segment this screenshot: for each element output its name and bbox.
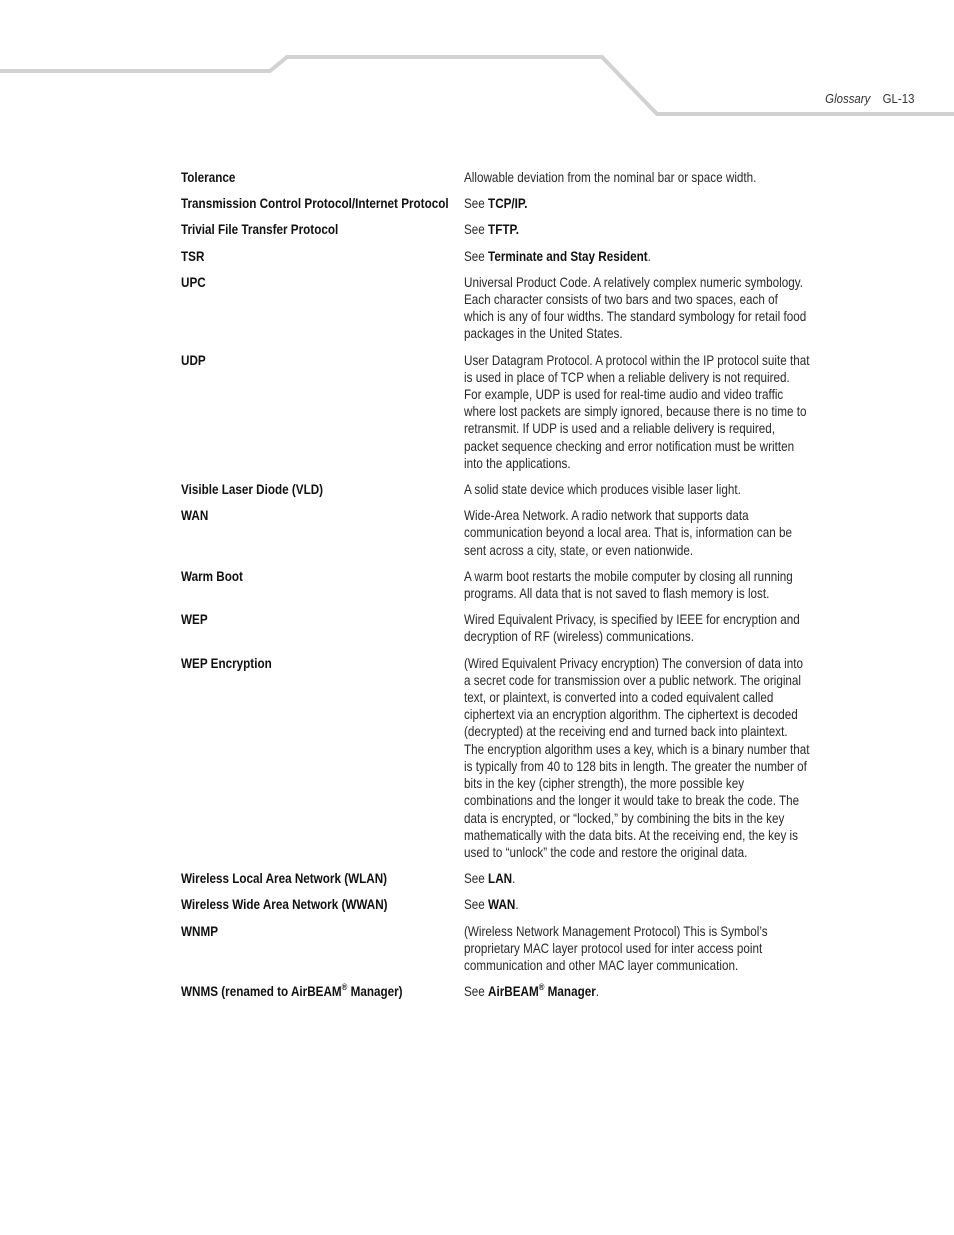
glossary-definition: A solid state device which produces visible laser light. xyxy=(464,482,741,498)
glossary-term: UPC xyxy=(181,274,206,290)
glossary-entry xyxy=(181,923,821,975)
glossary-term: WNMP xyxy=(181,923,219,939)
running-header xyxy=(825,91,914,106)
glossary-entry xyxy=(181,568,821,602)
glossary-term: TSR xyxy=(181,248,205,264)
glossary-term: WEP xyxy=(181,612,208,628)
glossary-term: WNMS (renamed to AirBEAM® Manager) xyxy=(181,981,403,1000)
glossary-entry xyxy=(181,481,821,498)
glossary-table xyxy=(181,169,821,1009)
glossary-entry xyxy=(181,507,821,559)
cross-reference: TCP/IP. xyxy=(488,196,528,212)
glossary-definition: Universal Product Code. A relatively complex numeric symbology. Each character consists of two bars and two spaces, each of which is any of four widths. The standard symbology for retail food packages in the United States. xyxy=(464,274,807,342)
glossary-term: WAN xyxy=(181,508,209,524)
glossary-definition: Wired Equivalent Privacy, is specified by IEEE for encryption and decryption of RF (wireless) communications. xyxy=(464,612,800,645)
cross-reference: TFTP. xyxy=(488,222,520,238)
registered-mark: ® xyxy=(341,981,348,992)
section-name: Glossary xyxy=(824,91,870,106)
glossary-entry xyxy=(181,655,821,861)
glossary-term: Trivial File Transfer Protocol xyxy=(181,222,339,238)
glossary-definition: (Wired Equivalent Privacy encryption) The conversion of data into a secret code for transmission over a public network. The original text, or plaintext, is converted into a coded equivalent called ciphertext via an encryption algorithm. The ciphertext is decoded (decrypted) at the receiving end and turned back into plaintext. The encryption algorithm uses a key, which is a binary number that is typically from 40 to 128 bits in length. The greater the number of bits in the key (cipher strength), the more possible key combinations and the longer it would take to break the code. The data is encrypted, or “locked,” by combining the bits in the key mathematically with the data bits. At the receiving end, the key is used to “unlock” the code and restore the original data. xyxy=(464,655,810,860)
glossary-entry xyxy=(181,274,821,343)
glossary-term: WEP Encryption xyxy=(181,655,272,671)
glossary-entry xyxy=(181,983,821,1000)
cross-reference: AirBEAM® Manager xyxy=(488,981,596,1000)
glossary-definition: Wide-Area Network. A radio network that supports data communication beyond a local area. That is, information can be sent across a city, state, or even nationwide. xyxy=(464,508,792,558)
glossary-definition: See WAN. xyxy=(464,897,519,913)
glossary-term: Wireless Wide Area Network (WWAN) xyxy=(181,897,388,913)
glossary-entry xyxy=(181,611,821,645)
glossary-definition: A warm boot restarts the mobile computer by closing all running programs. All data that is not saved to flash memory is lost. xyxy=(464,568,793,602)
glossary-definition: Allowable deviation from the nominal bar or space width. xyxy=(464,170,757,185)
glossary-entry xyxy=(181,248,821,265)
glossary-entry xyxy=(181,195,821,212)
glossary-definition: See LAN. xyxy=(464,871,516,887)
glossary-term: UDP xyxy=(181,352,206,368)
cross-reference: LAN xyxy=(488,871,513,887)
glossary-entry xyxy=(181,352,821,472)
cross-reference: WAN xyxy=(488,897,516,913)
glossary-entry xyxy=(181,896,821,913)
glossary-entry xyxy=(181,169,821,186)
glossary-entry xyxy=(181,221,821,238)
cross-reference: Terminate and Stay Resident xyxy=(488,248,648,264)
page-number: GL-13 xyxy=(882,91,914,106)
glossary-definition: See TFTP. xyxy=(464,222,520,238)
glossary-term: Transmission Control Protocol/Internet Protocol xyxy=(181,196,449,212)
glossary-term: Visible Laser Diode (VLD) xyxy=(181,482,324,498)
glossary-term: Wireless Local Area Network (WLAN) xyxy=(181,871,388,887)
glossary-term: Warm Boot xyxy=(181,568,243,584)
glossary-term: Tolerance xyxy=(181,170,236,185)
registered-mark: ® xyxy=(538,981,545,992)
glossary-definition: (Wireless Network Management Protocol) This is Symbol’s proprietary MAC layer protocol used for inter access point communication and other MAC layer communication. xyxy=(464,923,768,973)
glossary-definition: User Datagram Protocol. A protocol within the IP protocol suite that is used in place of TCP when a reliable delivery is not required. For example, UDP is used for real-time audio and video traffic where lost packets are simply ignored, because there is no time to retransmit. If UDP is used and a reliable delivery is required, packet sequence checking and error notification must be written into the applications. xyxy=(464,352,810,471)
glossary-entry xyxy=(181,870,821,887)
header-rule xyxy=(0,0,954,130)
glossary-definition: See Terminate and Stay Resident. xyxy=(464,248,651,264)
glossary-definition: See TCP/IP. xyxy=(464,196,528,212)
glossary-definition: See AirBEAM® Manager. xyxy=(464,981,600,1000)
